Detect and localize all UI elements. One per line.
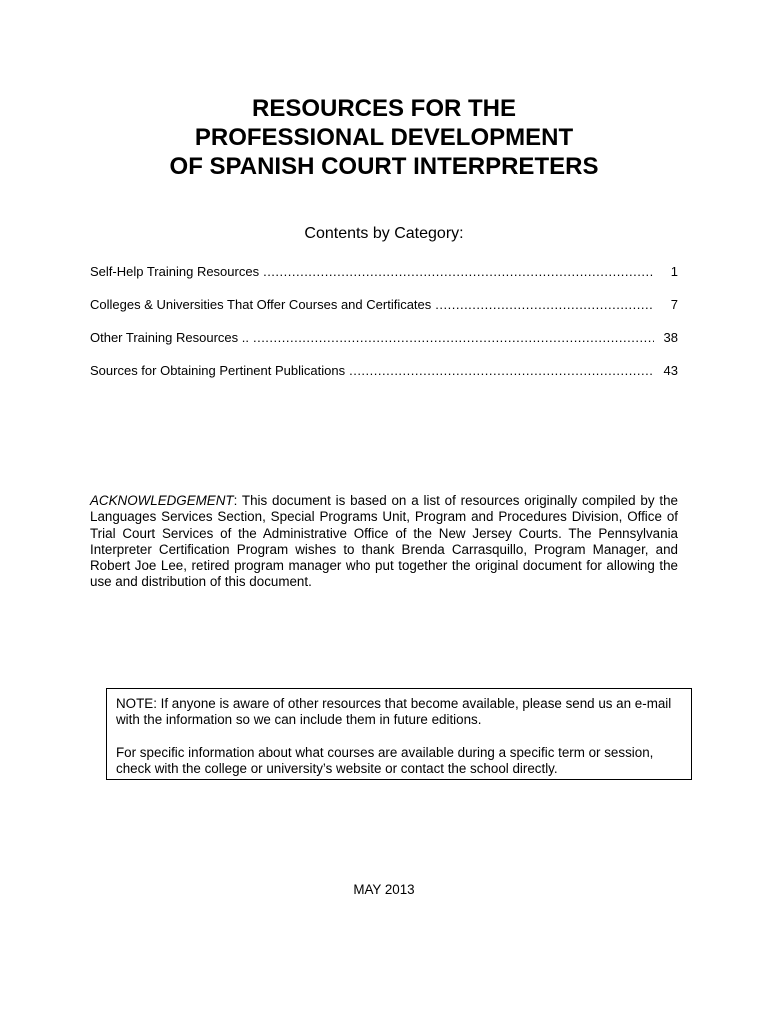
toc-entry-label: Self-Help Training Resources — [90, 264, 260, 279]
toc-entry — [90, 330, 678, 346]
toc-entry — [90, 297, 678, 313]
title-line-1: RESOURCES FOR THE — [251, 95, 517, 122]
note-paragraph-1: NOTE: If anyone is aware of other resources that become available, please send us an e-mail with the information so we can include them in future editions. — [116, 696, 672, 728]
title-line-3: OF SPANISH COURT INTERPRETERS — [169, 153, 599, 180]
toc-dot-leader — [349, 363, 654, 379]
toc-entry-page: 1 — [670, 264, 678, 279]
toc-entry-page: 7 — [670, 297, 678, 312]
acknowledgement-lead: ACKNOWLEDGEMENT — [90, 493, 234, 508]
acknowledgement-paragraph — [90, 493, 678, 591]
publication-date: MAY 2013 — [353, 882, 415, 897]
note-paragraph-2: For specific information about what courses are available during a specific term or session, check with the college or university’s website or contact the school directly. — [116, 744, 654, 776]
toc-dot-leader — [253, 330, 654, 346]
note-box — [106, 688, 692, 780]
toc-entry-label: Other Training Resources .. — [90, 330, 249, 345]
toc-entry-page: 38 — [663, 330, 678, 345]
contents-heading: Contents by Category: — [304, 225, 464, 242]
toc-dot-leader — [263, 264, 654, 280]
acknowledgement-body: : This document is based on a list of resources originally compiled by the Languages Services Section, Special Programs Unit, Program and Procedures Division, Office of Trial Court Services of the Administrative Office of the New Jersey Courts. The Pennsylvania Interpreter Certification Program wishes to thank Brenda Carrasquillo, Program Manager, and Robert Joe Lee, retired program manager who put together the original document for allowing the use and distribution of this document. — [90, 493, 678, 590]
toc-entry — [90, 264, 678, 280]
document-title — [0, 94, 768, 181]
toc-entry-label: Sources for Obtaining Pertinent Publications — [90, 363, 346, 378]
table-of-contents — [90, 264, 678, 396]
toc-entry-page: 43 — [663, 363, 678, 378]
title-line-2: PROFESSIONAL DEVELOPMENT — [194, 124, 574, 151]
toc-dot-leader — [435, 297, 654, 313]
toc-entry-label: Colleges & Universities That Offer Courses and Certificates — [90, 297, 432, 312]
toc-entry — [90, 363, 678, 379]
